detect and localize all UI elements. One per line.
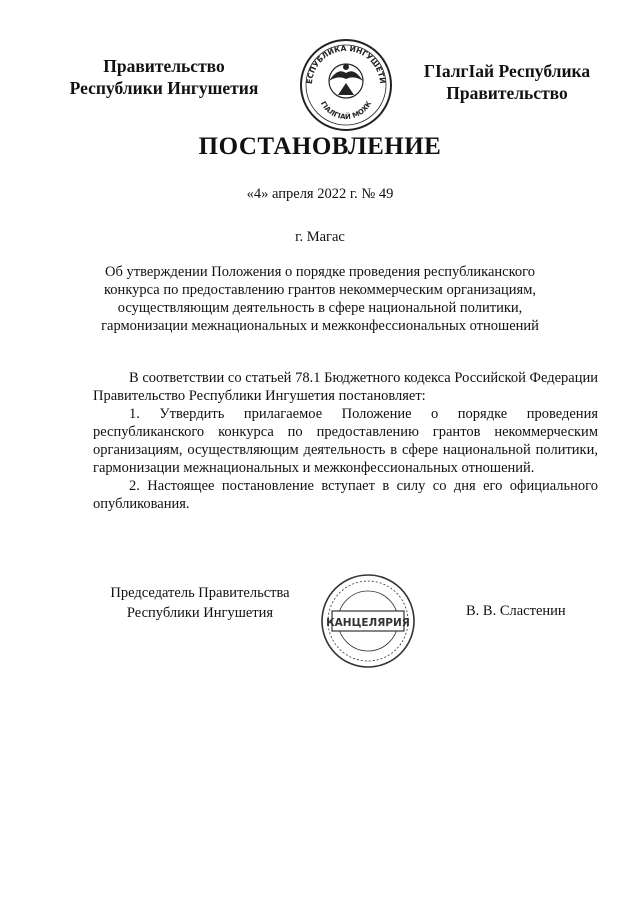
body-paragraph-item-2: 2. Настоящее постановление вступает в силу со дня его официального опубликования. [93, 478, 598, 512]
office-stamp [318, 571, 418, 671]
document-type-title: ПОСТАНОВЛЕНИЕ [198, 133, 442, 160]
stamp-center-text: КАНЦЕЛЯРИЯ [326, 617, 410, 629]
government-name-ingush [402, 60, 612, 104]
emblem-text-bottom: ГIАЛГIАЙ МОХК [318, 99, 374, 122]
government-name-ingush-line2: Правительство [446, 83, 568, 103]
signatory-title [100, 583, 300, 623]
signatory-title-line2: Республики Ингушетия [126, 605, 274, 621]
government-name-line2: Республики Ингушетия [69, 78, 259, 98]
signatory-title-line1: Председатель Правительства [110, 585, 290, 601]
document-city: г. Магас [295, 229, 345, 245]
document-subject: Об утверждении Положения о порядке проведения республиканского конкурса по предоставлению грантов некоммерческим организациям, осуществляющим деятельность в сфере национальной политики, гармонизации межнациональных и межконфессиональных отношений [101, 264, 539, 334]
body-paragraph-preamble: В соответствии со статьей 78.1 Бюджетного кодекса Российской Федерации Правительство Республики Ингушетия постановляет: [93, 370, 598, 404]
signatory-name: В. В. Сластенин [466, 603, 566, 619]
document-body [93, 369, 598, 513]
svg-text:ГIАЛГIАЙ МОХК [319, 100, 373, 121]
coat-of-arms-emblem [298, 37, 394, 133]
government-name-line1: Правительство [103, 56, 225, 76]
document-date-number: «4» апреля 2022 г. № 49 [246, 186, 394, 202]
emblem-text-top: ЕСПУБЛИКА ИНГУШЕТИ [304, 43, 388, 85]
emblem-icon [298, 37, 394, 133]
stamp-icon [318, 571, 418, 671]
government-name-ingush-line1: ГIалгIай Республика [423, 61, 591, 81]
government-name-russian [44, 55, 284, 99]
body-paragraph-item-1: 1. Утвердить прилагаемое Положение о порядке проведения республиканского конкурса по предоставлению грантов некоммерческим организациям, осуществляющим деятельность в сфере национальной политики, гармонизации межнациональных и межконфессиональных отношений. [93, 406, 598, 476]
